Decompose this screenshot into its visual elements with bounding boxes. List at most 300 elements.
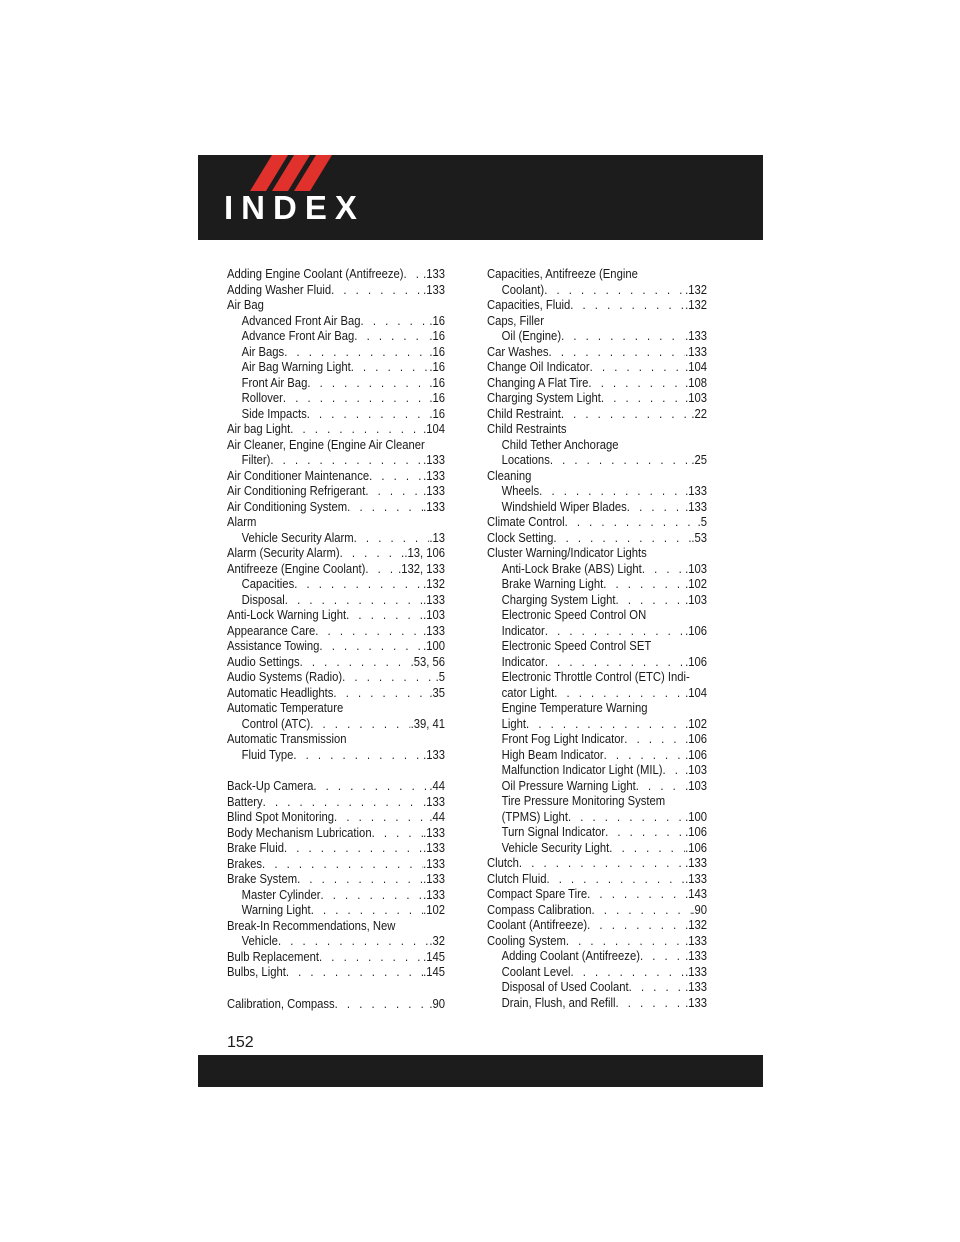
entry-page-ref: .103	[685, 591, 708, 607]
dot-leader	[365, 483, 423, 499]
entry-label: Adding Engine Coolant (Antifreeze)	[227, 266, 404, 281]
entry-label: Child Tether Anchorage	[501, 436, 619, 452]
entry-label: Drain, Flush, and Refill	[501, 994, 616, 1010]
index-entry	[487, 406, 707, 422]
entry-label: (TPMS) Light	[501, 808, 568, 824]
index-subentry	[227, 452, 445, 468]
dot-leader	[372, 825, 424, 841]
index-entry	[227, 421, 445, 437]
index-entry	[227, 514, 445, 530]
index-entry	[227, 297, 445, 313]
dot-leader	[307, 375, 429, 391]
index-column-left	[227, 266, 445, 1011]
index-entry	[487, 917, 707, 933]
entry-label: Fluid Type	[241, 746, 294, 762]
entry-page-ref: .102	[685, 715, 708, 731]
dot-leader	[570, 297, 685, 313]
index-subentry	[487, 809, 707, 825]
index-entry	[487, 390, 707, 406]
dot-leader	[404, 266, 424, 282]
entry-label: Clutch Fluid	[487, 870, 547, 886]
entry-page-ref: .106	[685, 731, 708, 746]
entry-label: Anti-Lock Brake (ABS) Light	[501, 560, 642, 576]
entry-page-ref: .16	[429, 374, 446, 390]
entry-page-ref: .133	[685, 343, 708, 359]
entry-label: Oil (Engine)	[501, 328, 562, 343]
entry-page-ref: .100	[423, 638, 446, 653]
index-entry	[487, 886, 707, 902]
index-entry	[227, 545, 445, 561]
entry-label: Oil Pressure Warning Light	[501, 777, 636, 793]
index-entry	[227, 778, 445, 794]
entry-label: Wheels	[501, 483, 540, 498]
entry-label: Air Conditioner Maintenance	[227, 467, 370, 483]
index-entry	[487, 344, 707, 360]
entry-page-ref: .13, 106	[404, 545, 446, 560]
entry-page-ref: .103	[685, 777, 708, 793]
entry-page-ref: .133	[423, 871, 446, 886]
entry-page-ref: .103	[685, 762, 708, 777]
dot-leader	[311, 902, 423, 918]
dot-leader	[286, 964, 423, 980]
entry-label: Turn Signal Indicator	[501, 824, 606, 839]
index-subentry	[487, 282, 707, 298]
index-subentry	[487, 576, 707, 592]
entry-label: Malfunction Indicator Light (MIL)	[501, 762, 663, 777]
dot-leader	[568, 809, 685, 825]
dot-leader	[588, 375, 685, 391]
entry-page-ref: .106	[685, 839, 708, 855]
dot-leader	[334, 809, 429, 825]
dot-leader	[369, 468, 423, 484]
dot-leader	[270, 452, 423, 468]
index-entry	[487, 902, 707, 918]
entry-label: Charging System Light	[487, 390, 601, 405]
dot-leader	[519, 855, 685, 871]
dot-leader	[335, 996, 430, 1012]
index-column-right	[487, 266, 707, 1010]
index-subentry	[487, 638, 707, 654]
dot-leader	[310, 716, 410, 732]
entry-page-ref: .5	[697, 514, 708, 529]
page-title: INDEX	[224, 189, 365, 226]
index-subentry	[487, 328, 707, 344]
entry-label: Air Bags	[241, 343, 285, 359]
index-subentry	[227, 344, 445, 360]
dot-leader	[554, 685, 685, 701]
entry-page-ref: .90	[429, 995, 446, 1011]
dot-leader	[365, 561, 398, 577]
dot-leader	[561, 328, 685, 344]
index-entry	[227, 483, 445, 499]
entry-label: Automatic Headlights	[227, 684, 334, 700]
dot-leader	[550, 452, 692, 468]
entry-label: Blind Spot Monitoring	[227, 809, 335, 824]
entry-label: Air Bag Warning Light	[241, 359, 351, 374]
entry-page-ref: .102	[423, 902, 446, 917]
entry-page-ref: .133	[423, 824, 446, 840]
entry-page-ref: .132	[685, 297, 708, 312]
entry-label: Audio Settings	[227, 653, 300, 669]
index-subentry	[487, 778, 707, 794]
index-subentry	[227, 359, 445, 375]
entry-page-ref: .16	[429, 312, 446, 328]
entry-page-ref: .104	[685, 359, 708, 374]
index-entry	[487, 468, 707, 484]
entry-label: Brakes	[227, 855, 263, 871]
index-subentry	[487, 995, 707, 1011]
dot-leader	[262, 856, 423, 872]
entry-page-ref: .103	[685, 390, 708, 405]
dot-leader	[300, 654, 411, 670]
dot-leader	[346, 607, 423, 623]
entry-page-ref: .145	[423, 964, 446, 979]
entry-page-ref: .108	[685, 374, 708, 390]
entry-label: Climate Control	[487, 514, 565, 529]
entry-label: Air bag Light	[227, 421, 291, 436]
dot-leader	[307, 406, 430, 422]
entry-label: Advanced Front Air Bag	[241, 312, 361, 328]
entry-label: Master Cylinder	[241, 886, 321, 902]
entry-page-ref: .16	[429, 390, 446, 405]
red-stripes-logo	[250, 155, 340, 191]
section-spacer	[227, 980, 445, 996]
index-subentry	[227, 933, 445, 949]
entry-label: Automatic Temperature	[227, 700, 344, 715]
entry-page-ref: .133	[423, 498, 446, 514]
index-entry	[487, 871, 707, 887]
index-subentry	[487, 840, 707, 856]
entry-page-ref: .104	[423, 421, 446, 436]
entry-page-ref: .133	[423, 483, 446, 498]
entry-page-ref: .106	[685, 824, 708, 839]
dot-leader	[549, 344, 686, 360]
footer-bar	[198, 1055, 763, 1087]
entry-page-ref: .132	[685, 281, 708, 297]
entry-page-ref: .100	[685, 808, 708, 824]
dot-leader	[284, 840, 423, 856]
entry-page-ref: .106	[685, 622, 708, 638]
entry-label: Electronic Speed Control ON	[501, 607, 647, 622]
index-entry	[487, 313, 707, 329]
dot-leader	[333, 685, 429, 701]
entry-label: Assistance Towing	[227, 638, 320, 653]
entry-page-ref: .22	[691, 405, 708, 421]
dot-leader	[570, 964, 685, 980]
dot-leader	[361, 313, 430, 329]
index-subentry	[487, 964, 707, 980]
dot-leader	[278, 933, 429, 949]
entry-page-ref: .102	[685, 576, 708, 591]
dot-leader	[636, 778, 685, 794]
entry-page-ref: .133	[423, 622, 446, 638]
dot-leader	[293, 747, 423, 763]
dot-leader	[340, 545, 405, 561]
entry-page-ref: .133	[423, 266, 446, 281]
entry-page-ref: .132	[423, 576, 446, 591]
dot-leader	[609, 840, 685, 856]
entry-label: Coolant)	[501, 281, 545, 297]
entry-label: Calibration, Compass	[227, 995, 335, 1011]
index-entry	[227, 809, 445, 825]
index-subentry	[487, 731, 707, 747]
index-entry	[487, 545, 707, 561]
entry-label: Electronic Throttle Control (ETC) Indi-	[501, 669, 690, 684]
index-subentry	[227, 328, 445, 344]
entry-label: Break-In Recommendations, New	[227, 917, 396, 933]
entry-page-ref: .133	[685, 979, 708, 994]
index-subentry	[487, 762, 707, 778]
dot-leader	[553, 530, 691, 546]
entry-label: Antifreeze (Engine Coolant)	[227, 560, 366, 576]
dot-leader	[604, 747, 685, 763]
entry-page-ref: .133	[685, 948, 708, 963]
index-entry	[227, 840, 445, 856]
entry-page-ref: .35	[429, 684, 446, 700]
entry-page-ref: .53	[691, 529, 708, 545]
entry-label: Tire Pressure Monitoring System	[501, 793, 666, 808]
index-subentry	[487, 654, 707, 670]
entry-page-ref: .16	[429, 343, 446, 359]
index-subentry	[227, 375, 445, 391]
index-entry	[227, 623, 445, 639]
dot-leader	[627, 499, 685, 515]
dot-leader	[587, 886, 685, 902]
dot-leader	[347, 499, 423, 515]
dot-leader	[294, 576, 423, 592]
dot-leader	[354, 530, 430, 546]
entry-label: Clutch	[487, 855, 519, 870]
entry-label: Car Washes	[487, 343, 549, 359]
entry-label: Adding Washer Fluid	[227, 281, 332, 297]
index-subentry	[487, 669, 707, 685]
dot-leader	[284, 344, 429, 360]
index-subentry	[227, 902, 445, 918]
entry-label: Control (ATC)	[241, 715, 311, 731]
index-subentry	[227, 576, 445, 592]
entry-page-ref: .106	[685, 746, 708, 762]
entry-label: Cleaning	[487, 467, 532, 483]
entry-page-ref: .90	[691, 901, 708, 917]
entry-label: Audio Systems (Radio)	[227, 669, 343, 684]
index-entry	[227, 282, 445, 298]
entry-page-ref: .132	[685, 917, 708, 932]
index-entry	[227, 561, 445, 577]
index-subentry	[227, 313, 445, 329]
entry-label: Body Mechanism Lubrication	[227, 824, 372, 840]
index-entry	[227, 949, 445, 965]
entry-label: Cooling System	[487, 932, 566, 948]
entry-label: Indicator	[501, 653, 545, 669]
entry-label: Cluster Warning/Indicator Lights	[487, 545, 647, 560]
index-entry	[227, 685, 445, 701]
entry-label: Caps, Filler	[487, 312, 544, 328]
dot-leader	[545, 654, 685, 670]
index-header-banner	[198, 155, 763, 240]
entry-label: Air Conditioning Refrigerant	[227, 483, 366, 498]
index-entry	[227, 794, 445, 810]
index-entry	[227, 856, 445, 872]
index-entry	[227, 654, 445, 670]
dot-leader	[624, 731, 685, 747]
index-entry	[487, 933, 707, 949]
entry-label: Vehicle Security Alarm	[241, 529, 354, 545]
index-entry	[487, 297, 707, 313]
index-entry	[227, 918, 445, 934]
entry-label: Anti-Lock Warning Light	[227, 607, 347, 622]
index-subentry	[487, 824, 707, 840]
dot-leader	[331, 282, 423, 298]
dot-leader	[320, 887, 423, 903]
index-entry	[227, 437, 445, 453]
index-entry	[227, 996, 445, 1012]
entry-page-ref: .133	[423, 452, 446, 467]
entry-label: Front Fog Light Indicator	[501, 731, 625, 746]
entry-label: Appearance Care	[227, 622, 316, 638]
dot-leader	[313, 778, 429, 794]
entry-label: Coolant Level	[501, 963, 571, 979]
entry-label: Clock Setting	[487, 529, 554, 545]
dot-leader	[640, 948, 685, 964]
entry-label: Disposal of Used Coolant	[501, 979, 629, 994]
index-subentry	[487, 793, 707, 809]
entry-label: Charging System Light	[501, 591, 616, 607]
dot-leader	[662, 762, 685, 778]
entry-label: Advance Front Air Bag	[241, 328, 355, 343]
entry-page-ref: .133	[685, 963, 708, 979]
entry-page-ref: .103	[685, 560, 708, 576]
entry-page-ref: .13	[429, 529, 446, 545]
index-entry	[487, 421, 707, 437]
entry-page-ref: .133	[423, 793, 446, 809]
entry-label: Front Air Bag	[241, 374, 308, 390]
dot-leader	[616, 995, 686, 1011]
index-entry	[487, 530, 707, 546]
entry-label: Capacities, Fluid	[487, 297, 571, 312]
page-number: 152	[227, 1034, 254, 1051]
index-entry	[487, 266, 707, 282]
entry-page-ref: .133	[423, 591, 446, 607]
entry-page-ref: .133	[685, 855, 708, 870]
dot-leader	[539, 483, 685, 499]
entry-page-ref: .39, 41	[410, 715, 446, 731]
index-subentry	[487, 623, 707, 639]
entry-label: Filter)	[241, 452, 271, 467]
dot-leader	[546, 871, 685, 887]
index-entry	[227, 669, 445, 685]
index-entry	[227, 700, 445, 716]
index-entry	[227, 825, 445, 841]
entry-label: Changing A Flat Tire	[487, 374, 589, 390]
entry-page-ref: .16	[429, 328, 446, 343]
entry-page-ref: .103	[423, 607, 446, 622]
entry-label: Light	[501, 715, 527, 731]
entry-label: Child Restraint	[487, 405, 561, 421]
index-subentry	[227, 406, 445, 422]
entry-label: Windshield Wiper Blades	[501, 498, 627, 514]
entry-page-ref: .16	[429, 405, 446, 421]
entry-page-ref: .133	[685, 498, 708, 514]
entry-label: Alarm (Security Alarm)	[227, 545, 340, 560]
entry-page-ref: .133	[685, 328, 708, 343]
index-subentry	[487, 483, 707, 499]
entry-page-ref: .133	[685, 870, 708, 886]
dot-leader	[354, 328, 429, 344]
entry-label: Side Impacts	[241, 405, 307, 421]
index-entry	[227, 499, 445, 515]
index-subentry	[227, 592, 445, 608]
entry-page-ref: .132, 133	[398, 560, 446, 576]
index-subentry	[227, 390, 445, 406]
section-spacer	[227, 762, 445, 778]
entry-page-ref: .133	[423, 840, 446, 855]
index-entry	[227, 468, 445, 484]
index-entry	[227, 607, 445, 623]
entry-page-ref: .133	[423, 746, 446, 762]
index-entry	[227, 731, 445, 747]
index-subentry	[487, 561, 707, 577]
entry-page-ref: .133	[423, 855, 446, 871]
entry-label: Capacities, Antifreeze (Engine	[487, 266, 638, 281]
index-subentry	[487, 607, 707, 623]
index-entry	[487, 514, 707, 530]
index-entry	[227, 871, 445, 887]
entry-label: Automatic Transmission	[227, 731, 347, 746]
entry-label: Battery	[227, 793, 263, 809]
entry-label: Warning Light	[241, 902, 311, 917]
dot-leader	[587, 917, 685, 933]
entry-label: Electronic Speed Control SET	[501, 638, 652, 653]
entry-label: Child Restraints	[487, 421, 567, 436]
index-subentry	[487, 437, 707, 453]
entry-label: Locations	[501, 452, 550, 467]
dot-leader	[605, 824, 685, 840]
dot-leader	[616, 592, 686, 608]
dot-leader	[319, 949, 423, 965]
index-subentry	[487, 452, 707, 468]
entry-label: Air Bag	[227, 297, 264, 312]
dot-leader	[565, 514, 698, 530]
entry-label: Brake System	[227, 871, 298, 886]
index-subentry	[227, 530, 445, 546]
entry-label: Change Oil Indicator	[487, 359, 590, 374]
index-entry	[227, 638, 445, 654]
index-entry	[487, 359, 707, 375]
entry-page-ref: .133	[423, 886, 446, 902]
entry-label: Air Conditioning System	[227, 498, 348, 514]
dot-leader	[263, 794, 423, 810]
entry-page-ref: .133	[685, 483, 708, 498]
index-subentry	[487, 948, 707, 964]
entry-label: Engine Temperature Warning	[501, 700, 648, 715]
entry-page-ref: .53, 56	[410, 653, 446, 669]
dot-leader	[601, 390, 685, 406]
entry-page-ref: .16	[429, 359, 446, 374]
dot-leader	[290, 421, 423, 437]
dot-leader	[642, 561, 685, 577]
entry-label: Brake Warning Light	[501, 576, 604, 591]
entry-page-ref: .143	[685, 886, 708, 901]
dot-leader	[566, 933, 685, 949]
dot-leader	[603, 576, 685, 592]
entry-label: Indicator	[501, 622, 545, 638]
entry-label: Vehicle Security Light	[501, 839, 610, 855]
entry-label: Bulbs, Light	[227, 964, 286, 979]
index-subentry	[227, 747, 445, 763]
index-subentry	[487, 700, 707, 716]
entry-page-ref: .104	[685, 684, 708, 700]
dot-leader	[629, 979, 685, 995]
